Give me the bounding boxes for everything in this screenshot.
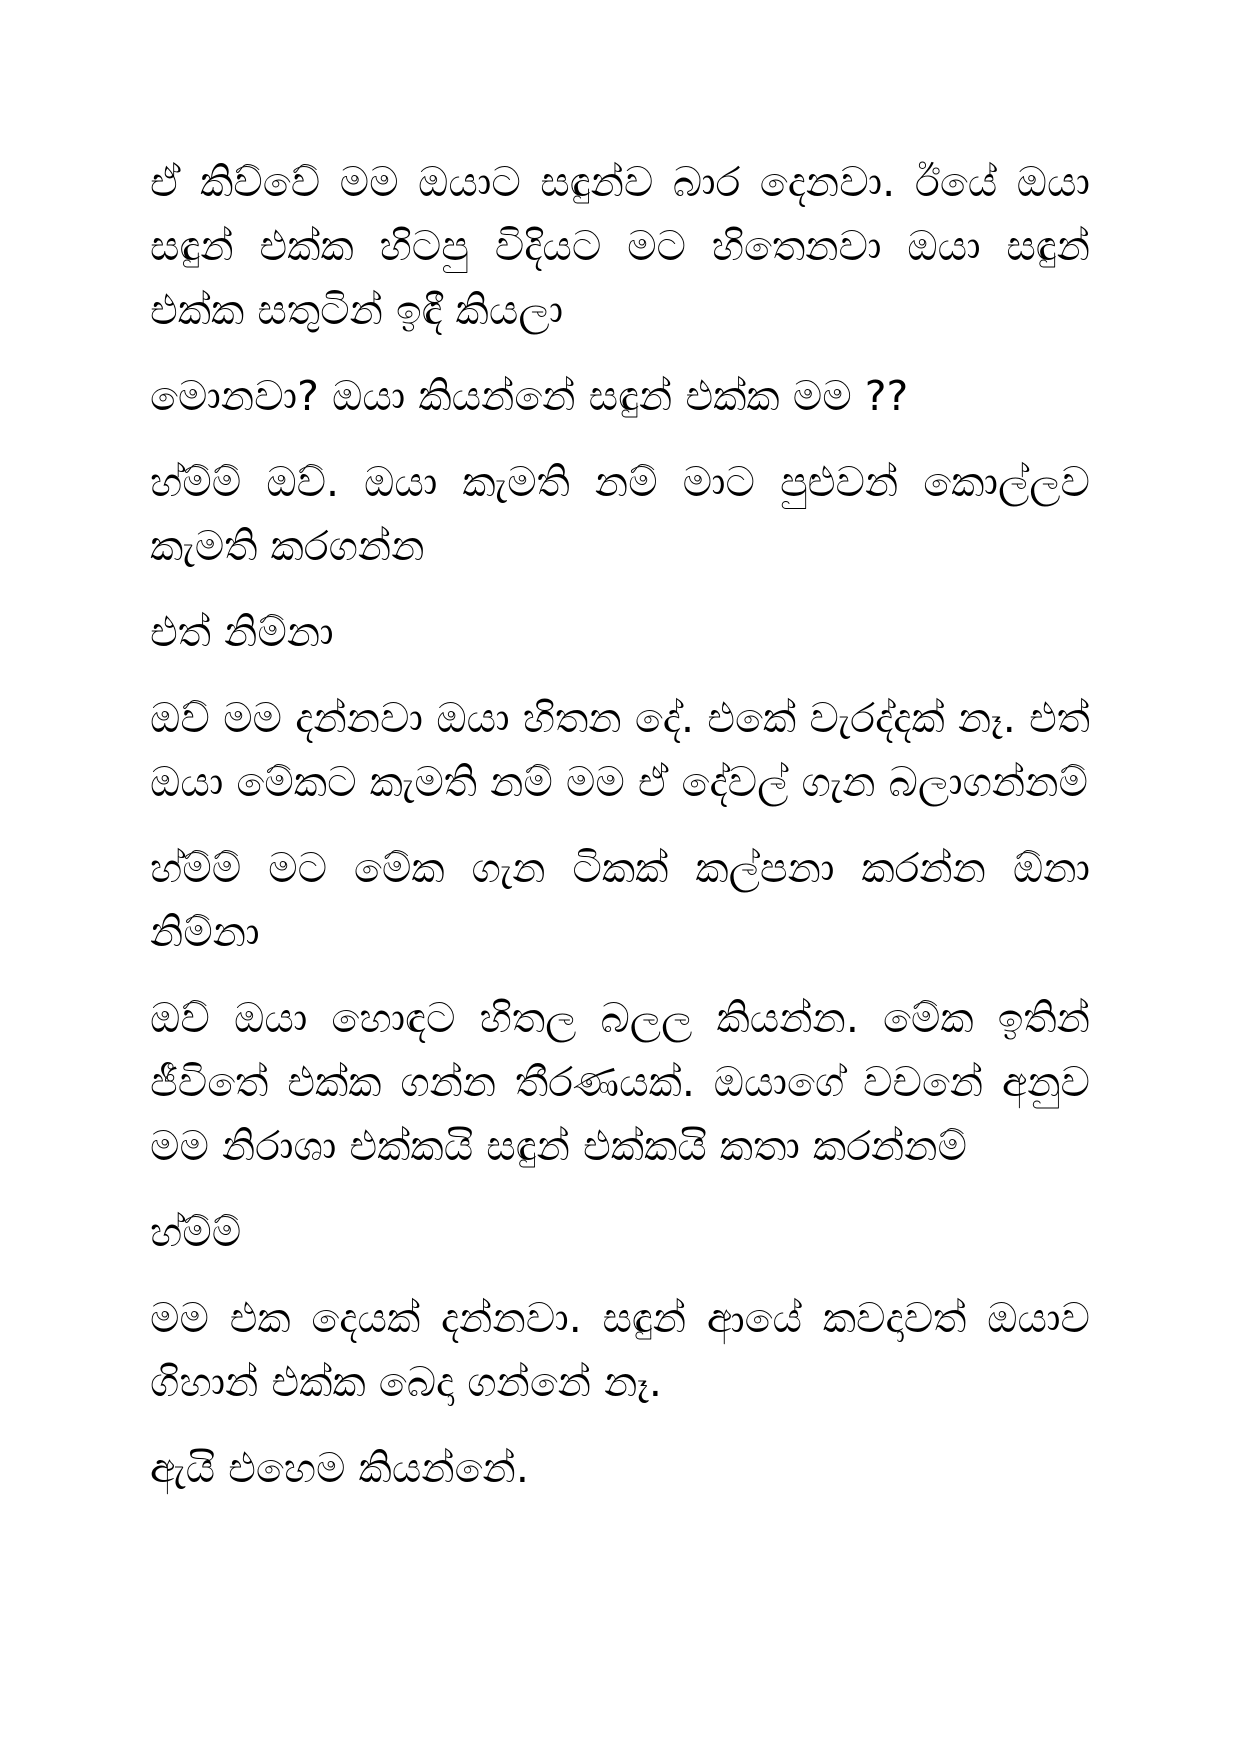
paragraph: ඒ කිව්වේ මම ඔයාට සඳුන්ව බාර දෙනවා. ඊයේ ඔයා සඳුන් එක්ක හිටපු විදියට මට හිතෙනවා ඔයා සඳුන් එක්ක සතුටින් ඉඳී කියලා	[150, 158, 1090, 334]
document-page	[150, 150, 1090, 1522]
paragraph: මොනවා? ඔයා කියන්නේ සඳුන් එක්ක මම ??	[150, 372, 909, 420]
paragraph: මම එක දෙයක් දන්නවා. සඳුන් ආයේ කවදාවත් ඔයාව ගිහාන් එක්ක බෙදා ගන්නේ නෑ.	[150, 1294, 1090, 1406]
paragraph: හ්ම්ම්	[150, 1208, 242, 1256]
paragraph: ඔව් ඔයා හොඳට හිතල බලල කියන්න. මේක ඉතින් ජීවිතේ එක්ක ගන්න තීරණයක්. ඔයාගේ වචනේ අනුව මම නිරාශා එක්කයි සඳුන් එක්කයි කතා කරන්නම්	[150, 994, 1090, 1170]
paragraph: ඇයි එහෙම කියන්නේ.	[150, 1444, 529, 1492]
paragraph: ඔව් මම දන්නවා ඔයා හිතන දේ. එකේ වැරද්දක් නෑ. එත් ඔයා මේකට කැමති නම් මම ඒ දේවල් ගැන බලාගන්නම්	[150, 694, 1090, 806]
paragraph: හ්ම්ම් ඔව්. ඔයා කැමති නම් මාට පුළුවන් කොල්ලව කැමති කරගන්න	[150, 458, 1090, 570]
paragraph: හ්ම්ම් මට මේක ගැන ටිකක් කල්පනා කරන්න ඕනා නිම්නා	[150, 844, 1090, 956]
paragraph: එත් නිම්නා	[150, 608, 334, 656]
